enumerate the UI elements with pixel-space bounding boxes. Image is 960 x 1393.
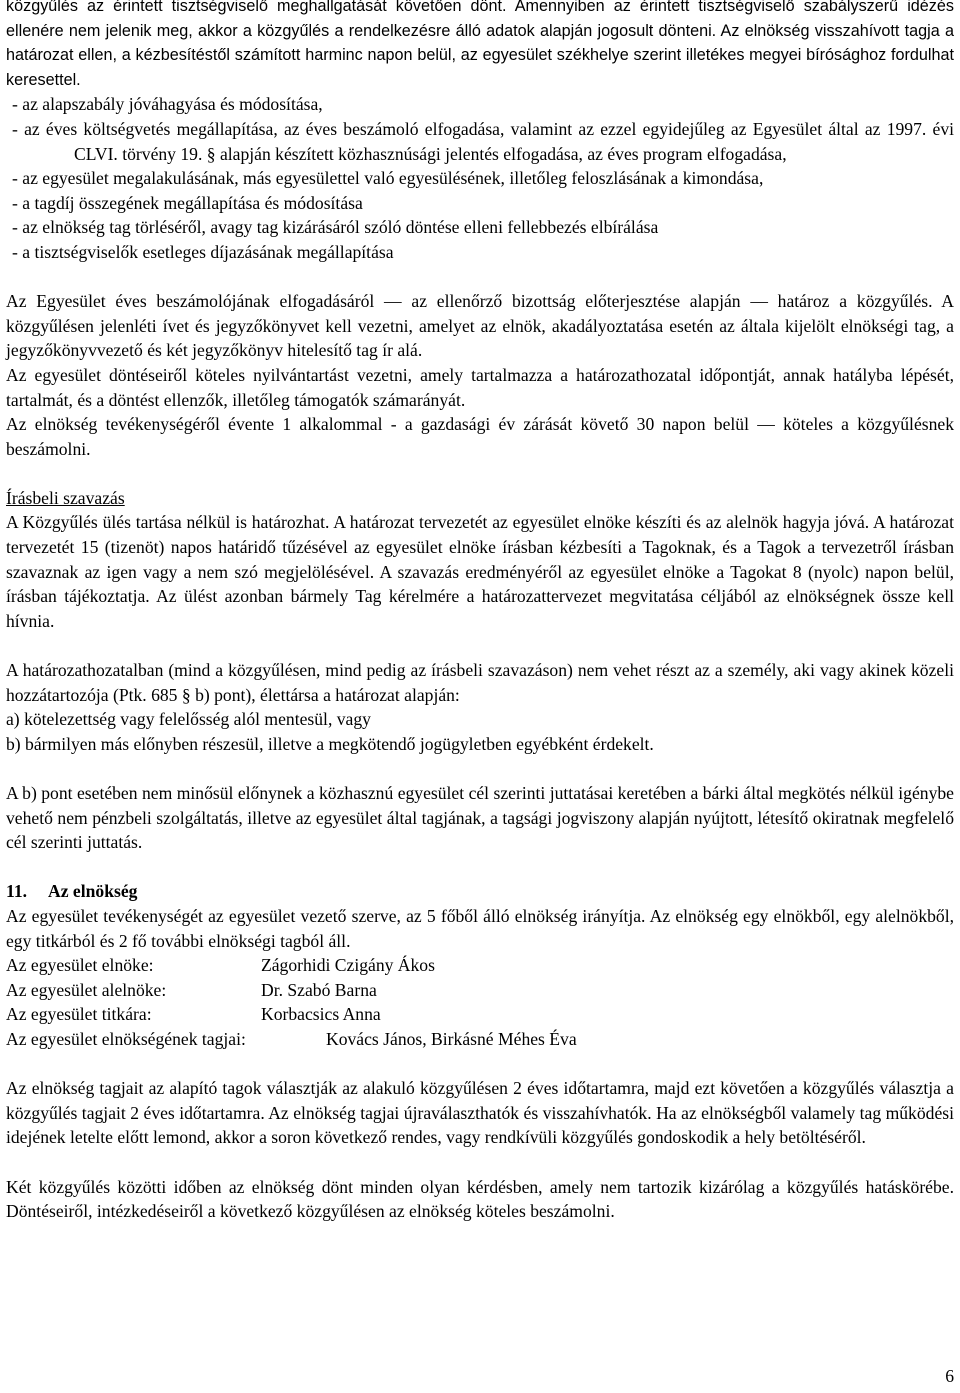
paragraph-hatarozathozatal: A határozathozatalban (mind a közgyűlésen, mind pedig az írásbeli szavazáson) nem vehet részt az a személy, aki vagy akinek közeli hozzátartozója (Ptk. 685 § b) pont), élettársa a határozat alapján: <box>6 660 954 705</box>
list-item: - a tagdíj összegének megállapítása és módosítása <box>12 192 363 213</box>
list-item: - az éves költségvetés megállapítása, az éves beszámoló elfogadása, valamint az ezzel egyidejűleg az Egyesület által az 1997. évi CLVI. törvény 19. § alapján készített közhasznúsági jelentés elfogadása, az éves program elfogadása, <box>12 118 954 164</box>
list-item: - az elnökség tag törléséről, avagy tag kizárásáról szóló döntése elleni fellebbezés elbírálása <box>12 217 659 238</box>
officer-role: Az egyesület elnöke: <box>6 955 154 976</box>
section-heading-elnokseg <box>6 879 954 904</box>
spacer <box>6 1150 954 1175</box>
paragraph-elnokseg: Az egyesület tevékenységét az egyesület vezető szerve, az 5 főből álló elnökség irányítja. Az elnökség egy elnökből, egy alelnökből, egy titkárból és 2 fő további elnökségi tagból áll. <box>6 905 954 951</box>
paragraph-tagjait: Az elnökség tagjait az alapító tagok választják az alakuló közgyűlésen 2 éves időtartamra, majd ezt követően a közgyűlés választja a közgyűlés tagjait 2 éves időtartamra. Az elnökség tagjai újraválaszthatók és visszahívhatók. Ha az elnökségből valamely tag működési idejének letelte előtt lemond, akkor a soron következő rendes, vagy rendkívüli közgyűlés gondoskodik a hely betöltéséről. <box>6 1078 954 1148</box>
spacer <box>6 265 954 290</box>
officer-name: Kovács János, Birkásné Méhes Éva <box>326 1028 577 1049</box>
officer-name: Zágorhidi Czigány Ákos <box>261 955 435 976</box>
spacer <box>6 633 954 658</box>
officer-role: Az egyesület elnökségének tagjai: <box>6 1028 246 1049</box>
list-item: - az alapszabály jóváhagyása és módosítása, <box>12 94 323 115</box>
paragraph-b: b) bármilyen más előnyben részesül, illetve a megkötendő jogügyletben egyébként érdekelt. <box>6 733 654 754</box>
page-number: 6 <box>945 1366 954 1386</box>
spacer <box>6 461 954 486</box>
officer-row <box>6 953 954 978</box>
list-item: - a tisztségviselők esetleges díjazásának megállapítása <box>12 241 394 262</box>
spacer <box>6 855 954 880</box>
paragraph-nyilvantartas: Az egyesület döntéseiről köteles nyilvántartást vezetni, amely tartalmazza a határozathozatal időpontját, annak hatályba lépését, tartalmát, és a döntést ellenzők, illetőleg támogatók számarányát. <box>6 364 954 410</box>
paragraph-irasbeli: A Közgyűlés ülés tartása nélkül is határozhat. A határozat tervezetét az egyesület elnöke készíti és az alelnök hagyja jóvá. A határozat tervezetét 15 (tizenöt) napos határidő tűzésével az egyesület elnöke írásban kézbesíti a Tagoknak, és a Tagok a tervezetről írásban szavaznak az igen vagy a nem szó megjelölésével. A szavazás eredményéről az egyesület elnöke a Tagokat 8 (nyolc) napon belül, írásban tájékoztatja. Az ülést azonban bármely Tag kérelmére a határozattervezet megvitatása céljából az elnökségnek össze kell hívnia. <box>6 512 954 631</box>
officer-name: Korbacsics Anna <box>261 1004 381 1025</box>
paragraph-beszamolo: Az Egyesület éves beszámolójának elfogadásáról — az ellenőrző bizottság előterjesztése alapján — határoz a közgyűlés. A közgyűlésen jelenléti ívet és jegyzőkönyvet kell vezetni, amelyet az elnök, akadályoztatása esetén az általa kijelölt elnökségi tag, a jegyzőkönyvvezető és két jegyzőkönyv hitelesítő tag ír alá. <box>6 291 954 361</box>
powers-list <box>6 92 954 264</box>
section-title-irasbeli: Írásbeli szavazás <box>6 487 125 508</box>
heading-number: 11. <box>6 881 28 902</box>
paragraph-evente: Az elnökség tevékenységéről évente 1 alkalommal - a gazdasági év zárását követő 30 napon belül — köteles a közgyűlésnek beszámolni. <box>6 414 954 459</box>
officer-row <box>6 978 954 1003</box>
paragraph-ket-kozgyules: Két közgyűlés közötti időben az elnökség dönt minden olyan kérdésben, amely nem tartozik kizárólag a közgyűlés hatáskörébe. Döntéseiről, intézkedéseiről a következő közgyűlésen az elnökség köteles beszámolni. <box>6 1176 954 1222</box>
officer-role: Az egyesület titkára: <box>6 1004 152 1025</box>
paragraph-minosul: A b) pont esetében nem minősül előnynek a közhasznú egyesület cél szerinti juttatásai keretében a bárki által megkötés nélkül igénybe vehető nem pénzbeli szolgáltatás, illetve az egyesület által tagjának, a tagsági jogviszony alapján nyújtott, létesítő okiratnak megfelelő cél szerinti juttatás. <box>6 783 954 853</box>
list-item: - az egyesület megalakulásának, más egyesülettel való egyesülésének, illetőleg feloszlásának a kimondása, <box>12 168 764 189</box>
paragraph-top: közgyűlés az érintett tisztségviselő meghallgatását követően dönt. Amennyiben az érintett tisztségviselő szabályszerű idézés ellenére nem jelenik meg, akkor a közgyűlés a rendelkezésre álló adatok alapján jogosult dönteni. Az elnökség visszahívott tagja a határozat ellen, a kézbesítéstől számított harminc napon belül, az egyesület székhelye szerint illetékes megyei bírósághoz fordulhat keresettel. <box>6 0 954 89</box>
officer-role: Az egyesület alelnöke: <box>6 979 167 1000</box>
spacer <box>6 1052 954 1077</box>
officer-name: Dr. Szabó Barna <box>261 979 377 1000</box>
spacer <box>6 756 954 781</box>
officer-row <box>6 1027 954 1052</box>
officer-row <box>6 1002 954 1027</box>
heading-title: Az elnökség <box>48 881 138 902</box>
paragraph-a: a) kötelezettség vagy felelősség alól mentesül, vagy <box>6 709 371 730</box>
